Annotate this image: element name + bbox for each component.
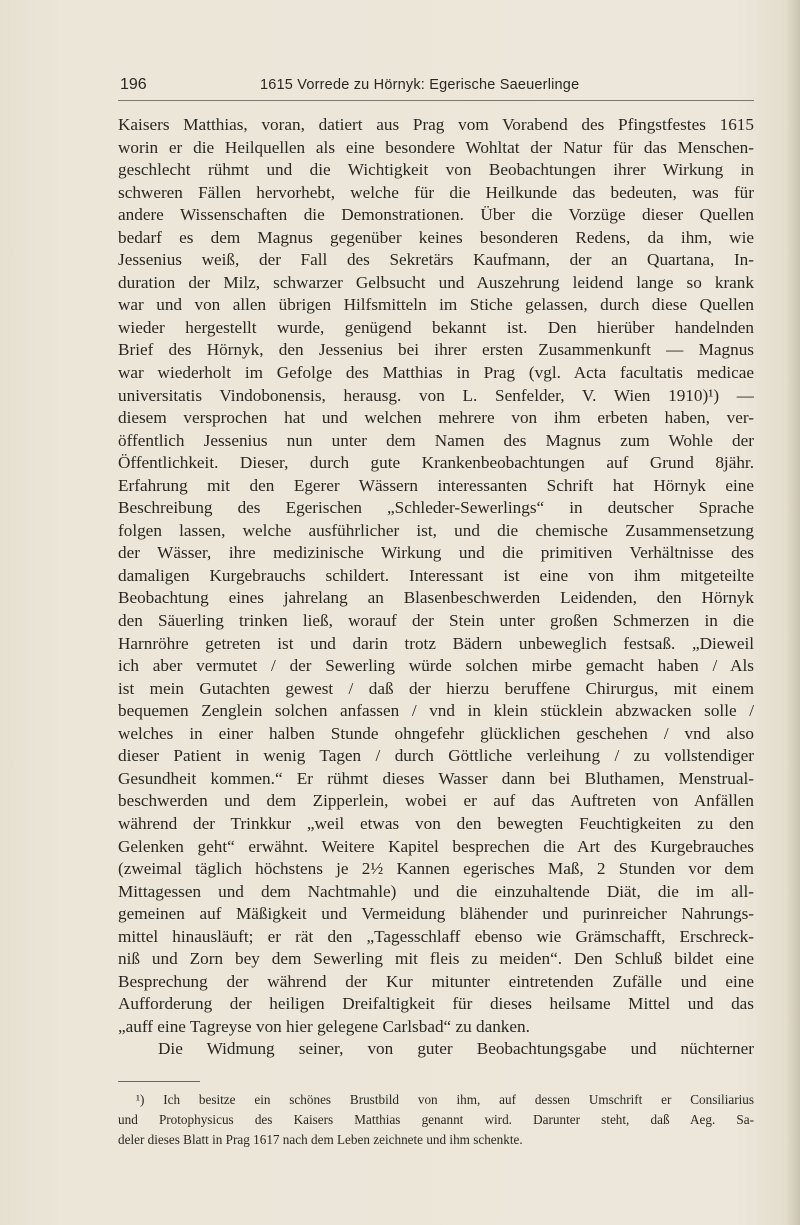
text-line: Aufforderung der heiligen Dreifaltigkeit für dieses heilsame Mittel und das — [118, 994, 754, 1014]
text-line: der Wässer, ihre medizinische Wirkung und die primitiven Verhältnisse des — [118, 543, 754, 563]
text-line: Gelenken geht“ erwähnt. Weitere Kapitel besprechen die Art des Kurgebrauches — [118, 836, 754, 856]
footnote-line: ¹) Ich besitze ein schönes Brustbild von ihm, auf dessen Umschrift er Consiliarius — [136, 1092, 754, 1107]
text-line: Mittagessen und dem Nachtmahle) und die einzuhaltende Diät, die im all- — [118, 881, 754, 901]
text-line: den Säuerling trinken ließ, worauf der Stein unter großen Schmerzen in die — [118, 611, 754, 631]
text-line: folgen lassen, welche ausführlicher ist, und die chemische Zusammensetzung — [118, 520, 754, 540]
text-line: bedarf es dem Magnus gegenüber keines besonderen Redens, da ihm, wie — [118, 227, 754, 247]
footnote-rule — [118, 1081, 200, 1082]
text-line: Öffentlichkeit. Dieser, durch gute Krankenbeobachtungen auf Grund 8jähr. — [118, 453, 754, 473]
footnote-line: und Protophysicus des Kaisers Matthias genannt wird. Darunter steht, daß Aeg. Sa- — [118, 1112, 754, 1127]
text-line: Brief des Hörnyk, den Jessenius bei ihrer ersten Zusammenkunft — Magnus — [118, 340, 754, 360]
text-line: geschlecht rühmt und die Wichtigkeit von Beobachtungen ihrer Wirkung in — [118, 160, 754, 180]
text-line: Besprechung der während der Kur mitunter eintretenden Zufälle und eine — [118, 971, 754, 991]
text-line: niß und Zorn bey dem Sewerling mit fleis zu meiden“. Den Schluß bildet eine — [118, 949, 754, 969]
footnote-line: deler dieses Blatt in Prag 1617 nach dem Leben zeichnete und ihm schenkte. — [118, 1132, 523, 1147]
footnotes — [118, 1090, 754, 1150]
text-line: gemeinen auf Mäßigkeit und Vermeidung blähender und purinreicher Nahrungs- — [118, 904, 754, 924]
text-line: Beobachtung eines jahrelang an Blasenbeschwerden Leidenden, den Hörnyk — [118, 588, 754, 608]
page-edge-shadow — [786, 0, 800, 1225]
text-line: Kaisers Matthias, voran, datiert aus Prag vom Vorabend des Pfingstfestes 1615 — [118, 115, 754, 134]
running-header — [118, 74, 754, 101]
text-line: mittel hinausläuft; er rät den „Tagesschlaff ebenso wie Grämschafft, Erschreck- — [118, 926, 754, 946]
text-line: welches in einer halben Stunde ohngefehr glücklichen geschehen / vnd also — [118, 723, 754, 743]
text-line: Harnröhre getreten ist und darin trotz Bädern unbeweglich festsaß. „Dieweil — [118, 633, 754, 653]
text-line: war wiederholt im Gefolge des Matthias in Prag (vgl. Acta facultatis medicae — [118, 363, 754, 383]
text-line: Erfahrung mit den Egerer Wässern interessanten Schrift hat Hörnyk eine — [118, 475, 754, 495]
text-line: duration der Milz, schwarzer Gelbsucht und Auszehrung leidend lange so krank — [118, 272, 754, 292]
text-line: „auff eine Tagreyse von hier gelegene Carlsbad“ zu danken. — [118, 1016, 530, 1036]
text-line: Gesundheit kommen.“ Er rühmt dieses Wasser dann bei Bluthamen, Menstrual- — [118, 768, 754, 788]
text-line: ich aber vermutet / der Sewerling würde solchen mirbe gemacht haben / Als — [118, 656, 754, 676]
text-line: diesem versprochen hat und welchen mehrere von ihm erbeten haben, ver- — [118, 408, 754, 428]
text-line: schweren Fällen hervorhebt, welche für die Heilkunde das bedeuten, was für — [118, 182, 754, 202]
text-line: Beschreibung des Egerischen „Schleder-Sewerlings“ in deutscher Sprache — [118, 498, 754, 518]
text-line: damaligen Kurgebrauchs schildert. Interessant ist eine von ihm mitgeteilte — [118, 565, 754, 585]
text-line: universitatis Vindobonensis, herausg. von L. Senfelder, V. Wien 1910)¹) — — [118, 385, 754, 405]
body-text — [118, 114, 754, 1061]
text-line: ist mein Gutachten gewest / daß der hierzu beruffene Chirurgus, mit einem — [118, 678, 754, 698]
text-line: (zweimal täglich höchstens je 2½ Kannen egerisches Maß, 2 Stunden vor dem — [118, 859, 754, 879]
text-line: worin er die Heilquellen als eine besondere Wohltat der Natur für das Menschen- — [118, 137, 754, 157]
running-title: 1615 Vorrede zu Hörnyk: Egerische Saeuerlinge — [260, 77, 580, 93]
text-line: öffentlich Jessenius nun unter dem Namen des Magnus zum Wohle der — [118, 430, 754, 450]
text-line: bequemen Zenglein solchen anfassen / vnd in klein stücklein abzwacken solle / — [118, 701, 754, 721]
text-line-indented: Die Widmung seiner, von guter Beobachtungsgabe und nüchterner — [158, 1039, 754, 1059]
text-line: Jessenius weiß, der Fall des Sekretärs Kaufmann, der an Quartana, In- — [118, 250, 754, 270]
text-line: wieder hergestellt wurde, genügend bekannt ist. Den hierüber handelnden — [118, 317, 754, 337]
page-number: 196 — [120, 76, 147, 93]
text-line: dieser Patient in wenig Tagen / durch Göttliche verleihung / zu vollstendiger — [118, 746, 754, 766]
text-line: andere Wissenschaften die Demonstrationen. Über die Vorzüge dieser Quellen — [118, 205, 754, 225]
text-line: war und von allen übrigen Hilfsmitteln im Stiche gelassen, durch diese Quellen — [118, 295, 754, 315]
text-line: beschwerden und dem Zipperlein, wobei er auf das Auftreten von Anfällen — [118, 791, 754, 811]
text-line: während der Trinkkur „weil etwas von den bewegten Feuchtigkeiten zu den — [118, 813, 754, 833]
